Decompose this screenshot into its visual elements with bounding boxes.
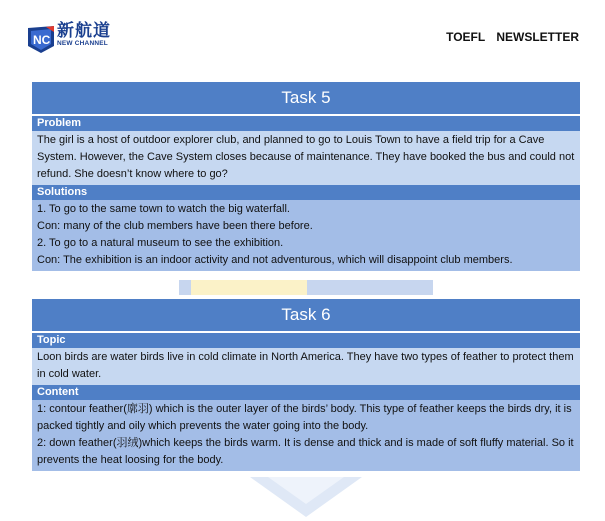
problem-text (32, 131, 580, 185)
task-title: Task 6 (32, 299, 580, 333)
content-text (32, 400, 580, 471)
section-label-topic: Topic (32, 333, 580, 348)
decorative-chevron-icon (250, 477, 362, 517)
nc-logo-icon (26, 24, 56, 54)
topic-text (32, 348, 580, 385)
content-line: 2: down feather(羽绒)which keeps the birds warm. It is dense and thick and is made of soft fluffy material. So it prevents the heat loosing for the body. (37, 437, 574, 466)
paragraph: The girl is a host of outdoor explorer club, and planned to go to Louis Town to have a field trip for a Cave System. However, the Cave System closes because of maintenance. They have booked the bus and could not refund. She doesn’t know where to go? (37, 134, 575, 180)
solutions-text (32, 200, 580, 271)
con-line: Con: many of the club members have been there before. (37, 220, 313, 232)
section-label-solutions: Solutions (32, 185, 580, 200)
section-label-problem: Problem (32, 116, 580, 131)
task-title: Task 5 (32, 82, 580, 116)
decorative-highlight (191, 280, 307, 295)
solution-line: 2. To go to a natural museum to see the exhibition. (37, 237, 284, 249)
content-line: 1: contour feather(廓羽) which is the outer layer of the birds’ body. This type of feather keeps the birds dry, it is packed tightly and oily which prevents the water going into the body. (37, 403, 572, 432)
con-line: Con: The exhibition is an indoor activity and not adventurous, which will disappoint club members. (37, 254, 513, 266)
task-5-card (32, 82, 580, 271)
paragraph: Loon birds are water birds live in cold climate in North America. They have two types of feather to protect them in cold water. (37, 351, 574, 380)
solution-line: 1. To go to the same town to watch the big waterfall. (37, 203, 290, 215)
svg-text:NC: NC (33, 33, 51, 47)
task-6-card (32, 299, 580, 471)
logo-chinese-name: 新航道 (57, 21, 111, 41)
newsletter-title: TOEFL NEWSLETTER (446, 30, 579, 44)
logo-english-name: NEW CHANNEL (57, 40, 108, 47)
section-label-content: Content (32, 385, 580, 400)
